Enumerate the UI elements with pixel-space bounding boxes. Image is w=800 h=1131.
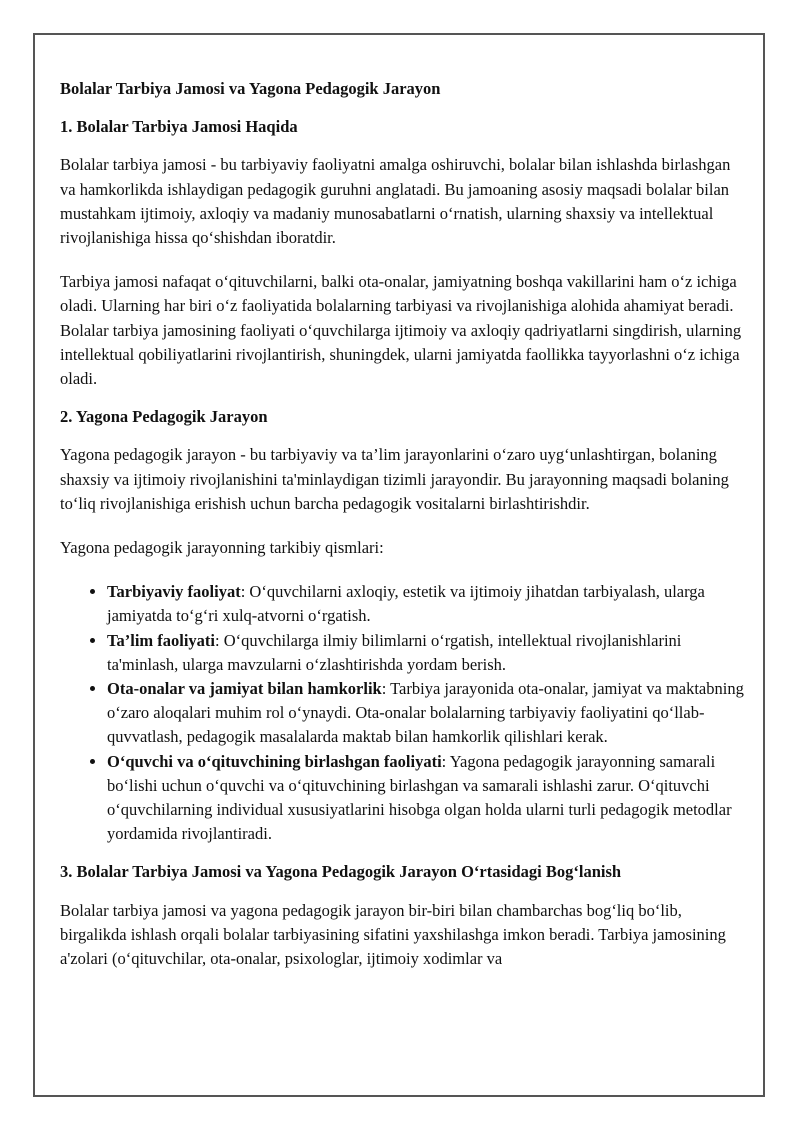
list-item-term: Tarbiyaviy faoliyat xyxy=(107,582,241,602)
section-3-heading: 3. Bolalar Tarbiya Jamosi va Yagona Pedagogik Jarayon Oʻrtasidagi Bogʻlanish xyxy=(60,862,622,882)
section-1-heading: 1. Bolalar Tarbiya Jamosi Haqida xyxy=(60,117,298,137)
list-item-term: Ota-onalar va jamiyat bilan hamkorlik xyxy=(107,679,382,699)
list-item xyxy=(107,580,750,628)
section-2-paragraph-2: Yagona pedagogik jarayonning tarkibiy qismlari: xyxy=(60,538,384,558)
document-content xyxy=(60,77,750,991)
page-frame xyxy=(33,33,765,1097)
section-1-paragraph-2: Tarbiya jamosi nafaqat oʻqituvchilarni, balki ota-onalar, jamiyatning boshqa vakillarini ham oʻz ichiga oladi. Ularning har biri oʻz faoliyatida bolalarning tarbiyasi va rivojlanishiga alohida ahamiyat beradi. Bolalar tarbiya jamosining faoliyati oʻquvchilarga ijtimoiy va axloqiy qadriyatlarni singdirish, ularning intellektual qobiliyatlarini rivojlantirish, shuningdek, ularni jamiyatda faollikka tayyorlashni oʻz ichiga oladi. xyxy=(60,272,742,389)
section-2-heading: 2. Yagona Pedagogik Jarayon xyxy=(60,407,268,427)
list-item-text: : Oʻquvchilarga ilmiy bilimlarni oʻrgatish, intellektual rivojlanishlarini ta'minlash, ularga mavzularni oʻzlashtirishda yordam berish. xyxy=(107,630,682,674)
list-item-term: Oʻquvchi va oʻqituvchining birlashgan faoliyati xyxy=(107,751,442,771)
list-item-text: : Yagona pedagogik jarayonning samarali boʻlishi uchun oʻquvchi va oʻqituvchining birlashgan va samarali ishlashi zarur. Oʻqituvchi oʻquvchilarning individual xususiyatlarini hisobga olgan holda ularni turli pedagogik metodlar yordamida rivojlantiradi. xyxy=(107,751,732,844)
list-item-text: : Oʻquvchilarni axloqiy, estetik va ijtimoiy jihatdan tarbiyalash, ularga jamiyatda toʻgʻri xulq-atvorni oʻrgatish. xyxy=(107,582,705,626)
section-3-paragraph-1: Bolalar tarbiya jamosi va yagona pedagogik jarayon bir-biri bilan chambarchas bogʻliq boʻlib, birgalikda ishlash orqali bolalar tarbiyasining sifatini yaxshilashga imkon beradi. Tarbiya jamosining a'zolari (oʻqituvchilar, ota-onalar, psixologlar, ijtimoiy xodimlar va xyxy=(60,900,726,969)
list-item xyxy=(107,629,750,677)
section-2-paragraph-1: Yagona pedagogik jarayon - bu tarbiyaviy va ta’lim jarayonlarini oʻzaro uygʻunlashtirgan, bolaning shaxsiy va ijtimoiy rivojlanishini ta'minlaydigan tizimli jarayondir. Bu jarayonning maqsadi bolaning toʻliq rivojlanishiga erishish uchun barcha pedagogik vositalarni birlashtirishdir. xyxy=(60,445,729,513)
list-item xyxy=(107,677,750,750)
section-1-paragraph-1: Bolalar tarbiya jamosi - bu tarbiyaviy faoliyatni amalga oshiruvchi, bolalar bilan ishlashda birlashgan va hamkorlikda ishlaydigan pedagogik guruhni anglatadi. Bu jamoaning asosiy maqsadi bolalar bilan mustahkam ijtimoiy, axloqiy va madaniy munosabatlarni oʻrnatish, ularning shaxsiy va intellektual rivojlanishiga hissa qoʻshishdan iboratdir. xyxy=(60,155,731,248)
list-item-text: : Tarbiya jarayonida ota-onalar, jamiyat va maktabning oʻzaro aloqalari muhim rol oʻynaydi. Ota-onalar bolalarning tarbiyaviy faoliyatini qoʻllab-quvvatlash, pedagogik masalalarda maktab bilan hamkorlik qilishlari kerak. xyxy=(107,679,744,747)
list-item xyxy=(107,750,750,847)
list-item-term: Ta’lim faoliyati xyxy=(107,630,216,650)
document-title: Bolalar Tarbiya Jamosi va Yagona Pedagogik Jarayon xyxy=(60,79,441,98)
components-list xyxy=(60,580,750,846)
